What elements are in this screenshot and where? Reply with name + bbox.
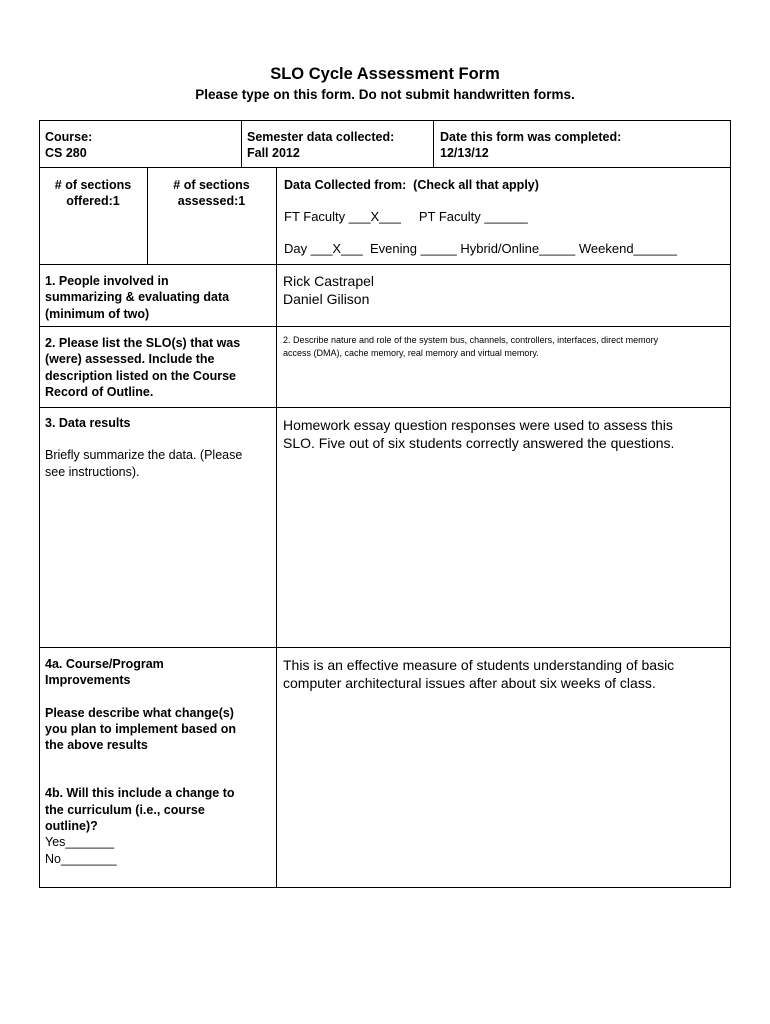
label-line: Record of Outline.	[45, 384, 154, 399]
divider	[276, 167, 277, 888]
describe-line: Please describe what change(s)	[45, 705, 234, 720]
answer-line: SLO. Five out of six students correctly answered the questions.	[283, 435, 675, 451]
date-value: 12/13/12	[440, 146, 489, 161]
label-line: description listed on the Course	[45, 368, 236, 383]
curriculum-question-line: outline)?	[45, 819, 98, 834]
people-involved-label	[45, 273, 229, 322]
label-line: 2. Please list the SLO(s) that was	[45, 336, 241, 350]
date-label: Date this form was completed:	[440, 130, 622, 144]
divider	[241, 120, 242, 167]
label-line: summarizing & evaluating data	[45, 290, 230, 305]
describe-line: you plan to implement based on	[45, 721, 236, 736]
answer-line: access (DMA), cache memory, real memory and virtual memory.	[283, 348, 539, 358]
hint-line: see instructions).	[45, 464, 140, 479]
sections-assessed-cell	[147, 177, 276, 210]
semester-cell	[247, 129, 394, 162]
sections-assessed-value: assessed:1	[177, 194, 246, 209]
divider	[39, 326, 731, 327]
label-line: (minimum of two)	[45, 306, 150, 321]
schedule-line: Day ___X___ Evening _____ Hybrid/Online_____ Weekend______	[284, 241, 677, 256]
no-option: No________	[45, 851, 117, 866]
course-value: CS 280	[45, 146, 87, 161]
hint-line: Briefly summarize the data. (Please	[45, 448, 243, 463]
people-involved-answer	[283, 272, 374, 308]
divider	[39, 264, 731, 265]
label-line: 4a. Course/Program	[45, 657, 164, 671]
slo-label	[45, 335, 240, 400]
describe-line: the above results	[45, 738, 148, 753]
data-results-label	[45, 415, 242, 480]
data-results-answer	[283, 416, 674, 452]
date-cell	[440, 129, 621, 162]
label-line: Improvements	[45, 673, 131, 688]
label-line: 1. People involved in	[45, 274, 169, 288]
person-name: Rick Castrapel	[283, 273, 375, 289]
divider	[39, 647, 731, 648]
divider	[433, 120, 434, 167]
answer-line: This is an effective measure of students understanding of basic	[283, 657, 675, 673]
sections-assessed-label: # of sections	[173, 178, 250, 192]
sections-offered-cell	[39, 177, 147, 210]
improvements-label	[45, 656, 236, 867]
answer-line: computer architectural issues after about six weeks of class.	[283, 675, 656, 691]
label-line: (were) assessed. Include the	[45, 352, 215, 367]
divider	[39, 407, 731, 408]
divider	[39, 167, 731, 168]
page-title: SLO Cycle Assessment Form	[270, 65, 500, 83]
improvements-answer	[283, 656, 674, 692]
answer-line: Homework essay question responses were used to assess this	[283, 417, 673, 433]
data-collected-heading: Data Collected from: (Check all that apply)	[284, 178, 539, 192]
course-cell	[45, 129, 92, 162]
sections-offered-value: offered:1	[66, 194, 120, 209]
course-label: Course:	[45, 130, 93, 144]
label-line: 3. Data results	[45, 416, 131, 430]
yes-option: Yes_______	[45, 835, 115, 850]
slo-answer	[283, 334, 658, 360]
person-name: Daniel Gilison	[283, 291, 370, 307]
answer-line: 2. Describe nature and role of the system bus, channels, controllers, interfaces, direct memory	[283, 335, 659, 345]
page-subtitle: Please type on this form. Do not submit handwritten forms.	[195, 87, 575, 102]
sections-offered-label: # of sections	[54, 178, 132, 192]
faculty-line: FT Faculty ___X___ PT Faculty ______	[284, 209, 528, 224]
curriculum-question-line: the curriculum (i.e., course	[45, 802, 205, 817]
semester-label: Semester data collected:	[247, 130, 395, 144]
curriculum-question-line: 4b. Will this include a change to	[45, 786, 235, 801]
semester-value: Fall 2012	[247, 146, 300, 161]
